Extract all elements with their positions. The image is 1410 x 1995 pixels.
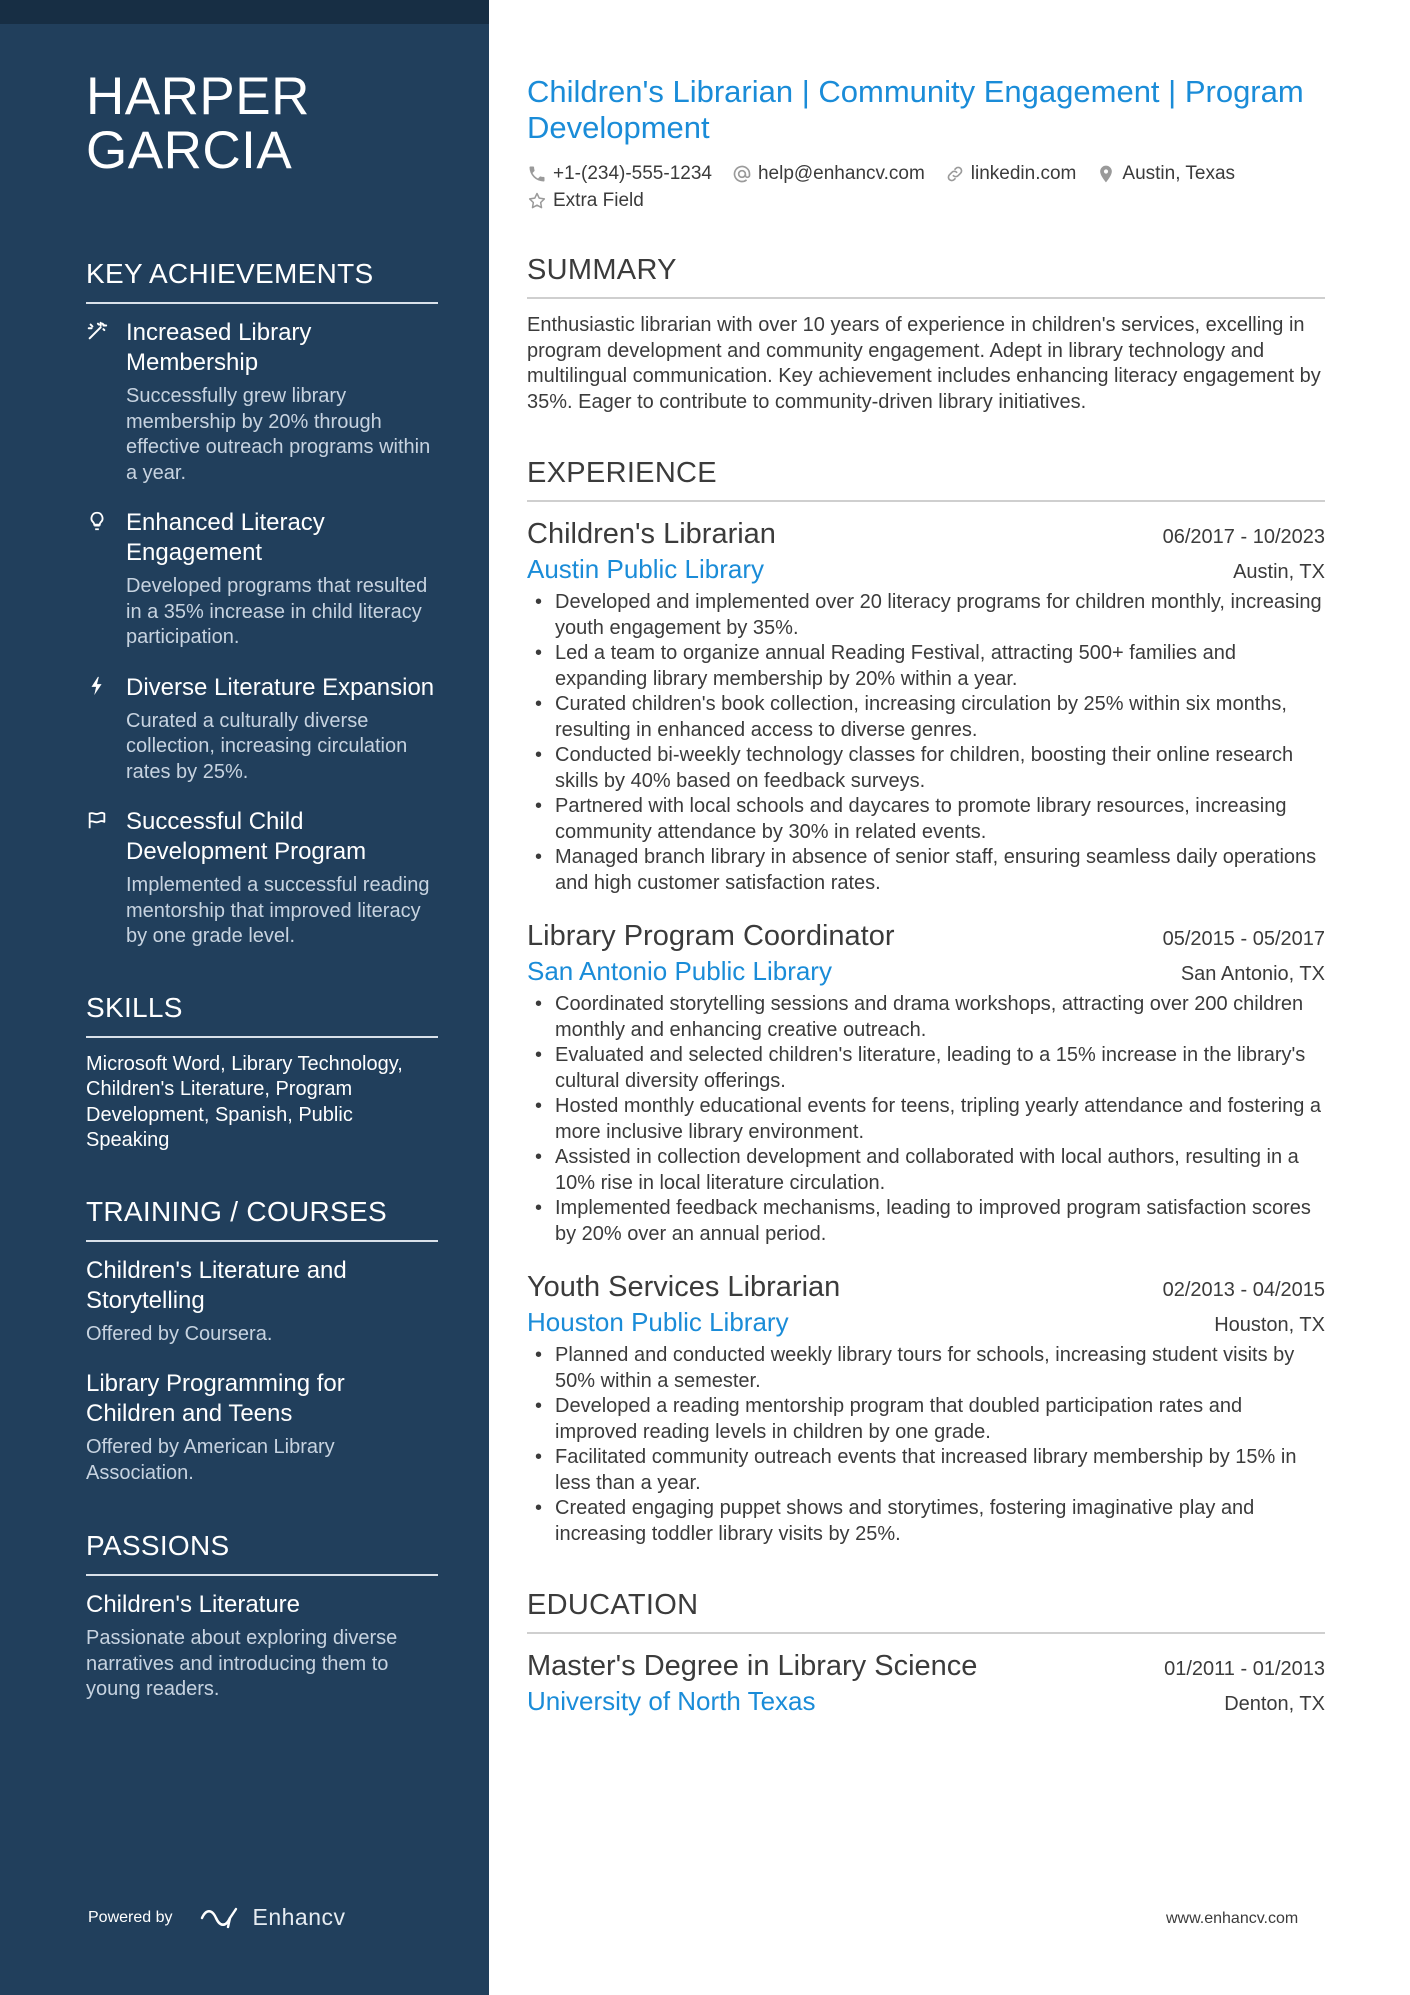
job-title: Children's Librarian	[527, 518, 776, 550]
main-content	[527, 74, 1325, 1718]
passion-title: Children's Literature	[86, 1591, 301, 1618]
achievement-title: Increased Library Membership	[126, 319, 312, 376]
bullet-item: • Developed a reading mentorship program that doubled participation rates and improved reading levels in children by one grade.	[527, 1394, 1325, 1445]
contact-phone	[527, 160, 712, 187]
summary-text: Enthusiastic librarian with over 10 years of experience in children's services, excelling in program development and community engagement. Adept in library technology and multilingual communication. Key achievement includes enhancing literacy engagement by 35%. Eager to contribute to community-driven library initiatives.	[527, 314, 1321, 413]
achievement-title: Successful Child Development Program	[126, 808, 367, 865]
job-title: Youth Services Librarian	[527, 1271, 841, 1303]
at-icon	[732, 164, 752, 184]
contact-location	[1096, 160, 1235, 187]
school-name: University of North Texas	[527, 1686, 816, 1716]
bullet-item: • Led a team to organize annual Reading Festival, attracting 500+ families and expanding library membership by 20% within a year.	[527, 641, 1325, 692]
name-line-first: HARPER	[86, 67, 310, 126]
education-dates: 01/2011 - 01/2013	[1164, 1658, 1325, 1680]
course-desc: Offered by Coursera.	[86, 1322, 273, 1345]
bullet-item: • Partnered with local schools and daycares to promote library resources, increasing community attendance by 30% in related events.	[527, 794, 1325, 845]
sidebar	[0, 0, 489, 1995]
bullet-item: • Conducted bi-weekly technology classes for children, boosting their online research skills by 40% based on feedback surveys.	[527, 743, 1325, 794]
job-location: Houston, TX	[1214, 1314, 1325, 1336]
passion-desc: Passionate about exploring diverse narratives and introducing them to young readers.	[86, 1627, 398, 1700]
achievement-desc: Curated a culturally diverse collection, increasing circulation rates by 25%.	[126, 709, 408, 783]
lightning-icon	[86, 673, 126, 786]
link-icon	[945, 164, 965, 184]
course-title: Library Programming for Children and Teens	[86, 1370, 345, 1427]
bullet-item: • Coordinated storytelling sessions and drama workshops, attracting over 200 children monthly and enhancing creative outreach.	[527, 992, 1325, 1043]
extra-field-text: Extra Field	[553, 190, 644, 211]
course-desc: Offered by American Library Association.	[86, 1436, 335, 1484]
job-company: Austin Public Library	[527, 554, 764, 584]
bullet-item: • Evaluated and selected children's literature, leading to a 15% increase in the library's cultural diversity offerings.	[527, 1043, 1325, 1094]
achievement-desc: Successfully grew library membership by 20% through effective outreach programs within a year.	[126, 385, 431, 484]
linkedin-text: linkedin.com	[970, 163, 1077, 184]
job-dates: 06/2017 - 10/2023	[1162, 526, 1325, 548]
achievement-item	[86, 673, 438, 786]
achievement-item	[86, 508, 438, 651]
location-text: Austin, Texas	[1122, 163, 1236, 184]
brand-name: Enhancv	[252, 1904, 346, 1930]
achievement-item	[86, 318, 438, 486]
location-pin-icon	[1096, 164, 1116, 184]
sidebar-top-bar	[0, 0, 489, 24]
email-text: help@enhancv.com	[757, 163, 925, 184]
bullet-item: • Curated children's book collection, increasing circulation by 25% within six months, resulting in enhanced access to diverse genres.	[527, 692, 1325, 743]
job-entry	[527, 1269, 1325, 1547]
magic-wand-icon	[86, 318, 126, 486]
contact-email[interactable]	[732, 160, 925, 187]
bullet-item: • Assisted in collection development and collaborated with local authors, resulting in a 10% rise in local literature circulation.	[527, 1145, 1325, 1196]
job-location: San Antonio, TX	[1180, 963, 1325, 985]
enhancv-logo-icon	[199, 1905, 245, 1931]
skills-heading: SKILLS	[86, 992, 438, 1038]
name-line-last: GARCIA	[86, 121, 293, 180]
course-title: Children's Literature and Storytelling	[86, 1256, 347, 1314]
phone-text: +1-(234)-555-1234	[553, 163, 712, 184]
job-entry	[527, 516, 1325, 896]
bullet-item: • Facilitated community outreach events that increased library membership by 15% in less than a year.	[527, 1445, 1325, 1496]
job-location: Austin, TX	[1233, 561, 1325, 583]
course-item	[86, 1369, 438, 1486]
footer-url[interactable]: www.enhancv.com	[1166, 1910, 1299, 1927]
contact-linkedin[interactable]	[945, 160, 1077, 187]
achievement-desc: Implemented a successful reading mentorship that improved literacy by one grade level.	[126, 874, 430, 947]
job-entry	[527, 918, 1325, 1247]
bullet-item: • Developed and implemented over 20 literacy programs for children monthly, increasing youth engagement by 35%.	[527, 590, 1325, 641]
bullet-item: • Hosted monthly educational events for teens, tripling yearly attendance and fostering a more inclusive library environment.	[527, 1094, 1325, 1145]
bullet-item: • Planned and conducted weekly library tours for schools, increasing student visits by 50% within a semester.	[527, 1343, 1325, 1394]
candidate-name	[86, 67, 438, 180]
lightbulb-icon	[86, 508, 126, 651]
phone-icon	[527, 164, 547, 184]
training-heading: TRAINING / COURSES	[86, 1196, 438, 1242]
job-company: San Antonio Public Library	[527, 956, 832, 986]
job-title: Library Program Coordinator	[527, 920, 895, 952]
course-item	[86, 1256, 438, 1348]
contact-extra	[527, 187, 644, 214]
contact-info	[527, 160, 1325, 214]
job-dates: 05/2015 - 05/2017	[1162, 928, 1325, 950]
star-icon	[527, 191, 547, 211]
job-company: Houston Public Library	[527, 1307, 789, 1337]
achievement-item	[86, 807, 438, 950]
flag-icon	[86, 807, 126, 950]
education-entry	[527, 1648, 1325, 1718]
job-dates: 02/2013 - 04/2015	[1162, 1279, 1325, 1301]
bullet-item: • Implemented feedback mechanisms, leading to improved program satisfaction scores by 20% over an annual period.	[527, 1196, 1325, 1247]
headline: Children's Librarian | Community Engagement | Program Development	[527, 74, 1304, 145]
job-bullets	[527, 1343, 1325, 1547]
job-bullets	[527, 590, 1325, 896]
powered-by-label: Powered by	[88, 1908, 173, 1926]
bullet-item: • Created engaging puppet shows and storytimes, fostering imaginative play and increasing toddler library visits by 25%.	[527, 1496, 1325, 1547]
skills-list: Microsoft Word, Library Technology, Children's Literature, Program Development, Spanish, Public Speaking	[86, 1052, 403, 1151]
bullet-item: • Managed branch library in absence of senior staff, ensuring seamless daily operations and high customer satisfaction rates.	[527, 845, 1325, 896]
achievement-title: Enhanced Literacy Engagement	[126, 509, 325, 566]
experience-heading: EXPERIENCE	[527, 457, 1325, 502]
sidebar-content	[86, 67, 438, 1725]
summary-heading: SUMMARY	[527, 254, 1325, 299]
degree-title: Master's Degree in Library Science	[527, 1650, 978, 1682]
school-location: Denton, TX	[1224, 1693, 1325, 1715]
achievements-heading: KEY ACHIEVEMENTS	[86, 258, 438, 304]
education-heading: EDUCATION	[527, 1589, 1325, 1634]
achievement-title: Diverse Literature Expansion	[126, 673, 435, 701]
job-bullets	[527, 992, 1325, 1247]
passions-heading: PASSIONS	[86, 1530, 438, 1576]
powered-by	[88, 1904, 346, 1931]
achievement-desc: Developed programs that resulted in a 35% increase in child literacy participation.	[126, 575, 428, 648]
passion-item	[86, 1590, 438, 1703]
